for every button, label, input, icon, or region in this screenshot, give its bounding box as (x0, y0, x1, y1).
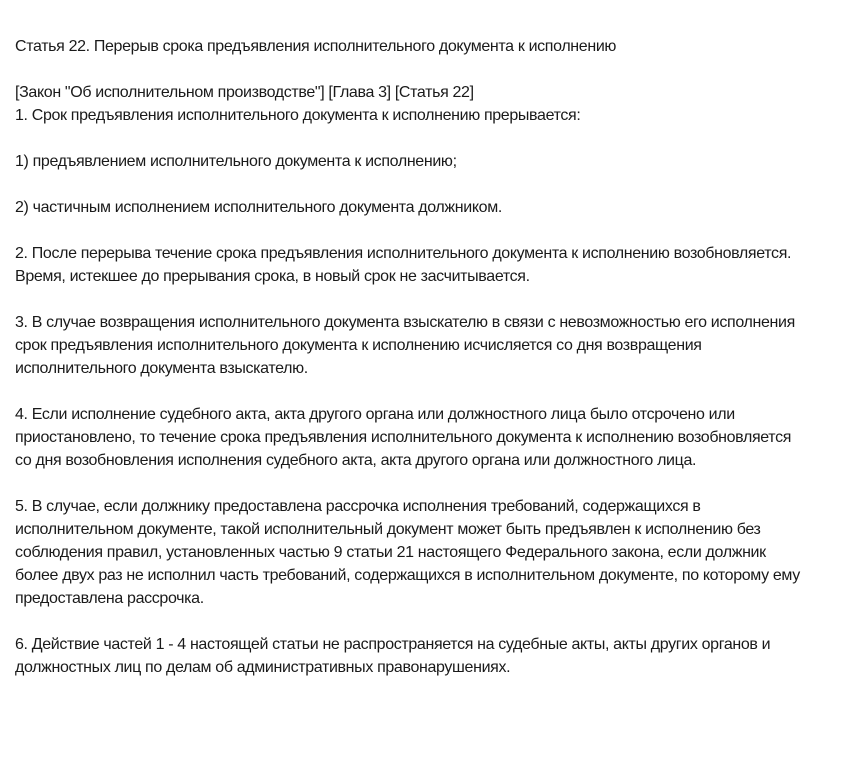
article-title: Статья 22. Перерыв срока предъявления исполнительного документа к исполнению (15, 38, 617, 55)
paragraph-line: срок предъявления исполнительного документа к исполнению исчисляется со дня возвращения (15, 337, 702, 354)
paragraph-line: исполнительного документа взыскателю. (15, 360, 308, 377)
paragraph-line: 2) частичным исполнением исполнительного документа должником. (15, 199, 502, 216)
paragraph-line: 1) предъявлением исполнительного документа к исполнению; (15, 153, 457, 170)
breadcrumb: [Закон "Об исполнительном производстве"] [Глава 3] [Статья 22] (15, 84, 474, 101)
paragraph-line: 1. Срок предъявления исполнительного документа к исполнению прерывается: (15, 107, 581, 124)
paragraph-line: должностных лиц по делам об административных правонарушениях. (15, 659, 511, 676)
paragraph-line: более двух раз не исполнил часть требований, содержащихся в исполнительном документе, по которому ему (15, 567, 800, 584)
paragraph-line: приостановлено, то течение срока предъявления исполнительного документа к исполнению возобновляется (15, 429, 792, 446)
paragraph-line: 4. Если исполнение судебного акта, акта другого органа или должностного лица было отсрочено или (15, 406, 735, 423)
paragraph-line: 5. В случае, если должнику предоставлена рассрочка исполнения требований, содержащихся в (15, 498, 701, 515)
paragraph-line: со дня возобновления исполнения судебного акта, акта другого органа или должностного лица. (15, 452, 697, 469)
paragraph-line: 3. В случае возвращения исполнительного документа взыскателю в связи с невозможностью его исполнения (15, 314, 795, 331)
paragraph-line: исполнительном документе, такой исполнительный документ может быть предъявлен к исполнению без (15, 521, 761, 538)
paragraph-line: соблюдения правил, установленных частью 9 статьи 21 настоящего Федерального закона, если должник (15, 544, 766, 561)
paragraph-line: 6. Действие частей 1 - 4 настоящей статьи не распространяется на судебные акты, акты других органов и (15, 636, 771, 653)
paragraph-line: Время, истекшее до прерывания срока, в новый срок не засчитывается. (15, 268, 530, 285)
paragraph-line: 2. После перерыва течение срока предъявления исполнительного документа к исполнению возобновляется. (15, 245, 792, 262)
paragraph-line: предоставлена рассрочка. (15, 590, 204, 607)
